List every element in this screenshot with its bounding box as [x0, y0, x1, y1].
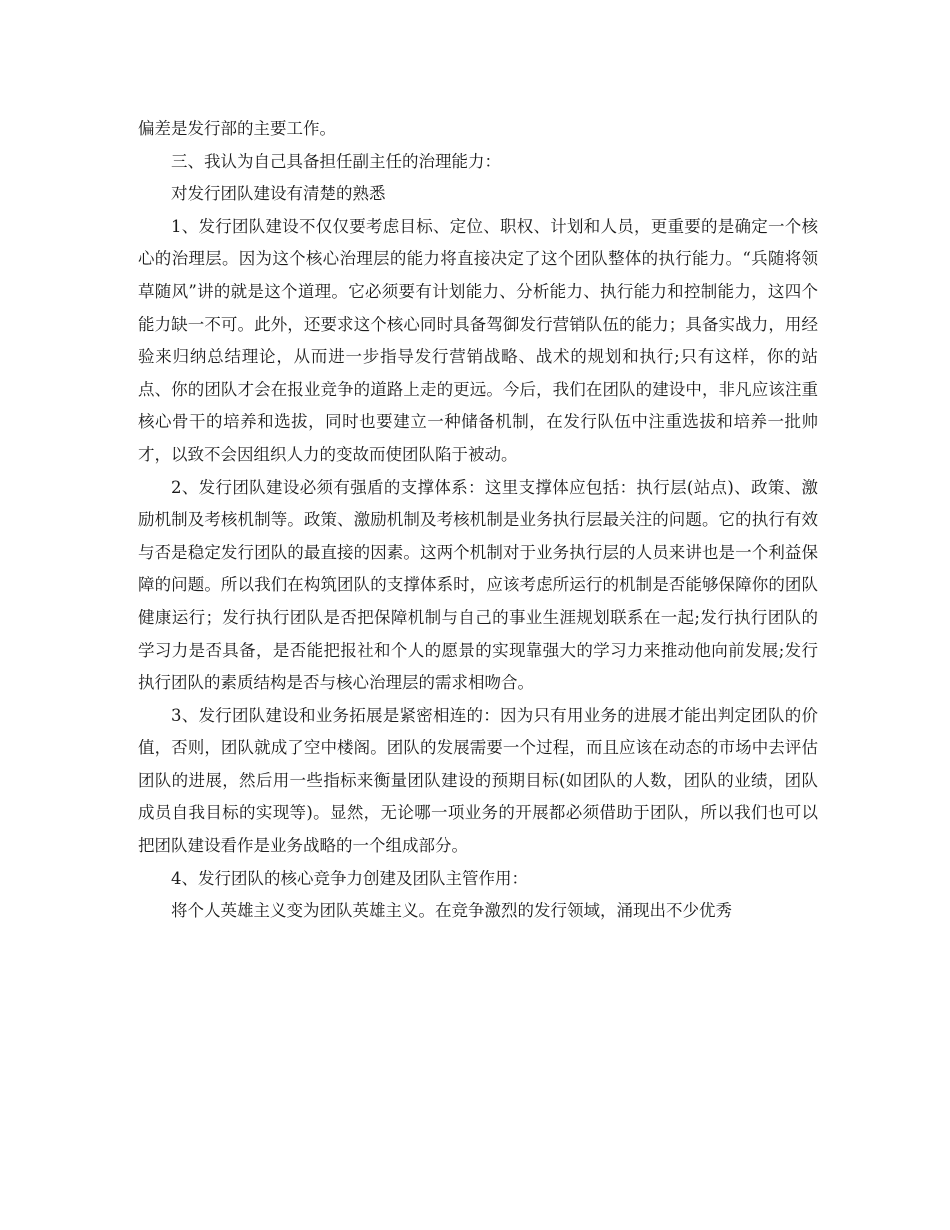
paragraph-point-1: 1、发行团队建设不仅仅要考虑目标、定位、职权、计划和人员，更重要的是确定一个核心的治理层。因为这个核心治理层的能力将直接决定了这个团队整体的执行能力。“兵随将领草随风”讲的就是这个道理。它必须要有计划能力、分析能力、执行能力和控制能力，这四个能力缺一不可。此外，还要求这个核心同时具备驾御发行营销队伍的能力；具备实战力，用经验来归纳总结理论，从而进一步指导发行营销战略、战术的规划和执行;只有这样，你的站点、你的团队才会在报业竞争的道路上走的更远。今后，我们在团队的建设中，非凡应该注重核心骨干的培养和选拔，同时也要建立一种储备机制，在发行队伍中注重选拔和培养一批帅才，以致不会因组织人力的变故而使团队陷于被动。 [138, 216, 818, 464]
section-heading-management-ability: 三、我认为自己具备担任副主任的治理能力： [171, 151, 501, 171]
paragraph-hero-team: 将个人英雄主义变为团队英雄主义。在竞争激烈的发行领域，涌现出不少优秀 [171, 901, 732, 921]
paragraph-continuation: 偏差是发行部的主要工作。 [138, 119, 336, 138]
paragraph-point-3: 3、发行团队建设和业务拓展是紧密相连的：因为只有用业务的进展才能出判定团队的价值，否则，团队就成了空中楼阁。团队的发展需要一个过程，而且应该在动态的市场中去评估团队的进展，然后用一些指标来衡量团队建设的预期目标(如团队的人数，团队的业绩，团队成员自我目标的实现等)。显然，无论哪一项业务的开展都必须借助于团队，所以我们也可以把团队建设看作是业务战略的一个组成部分。 [138, 705, 818, 856]
paragraph-point-2: 2、发行团队建设必须有强盾的支撑体系：这里支撑体应包括：执行层(站点)、政策、激励机制及考核机制等。政策、激励机制及考核机制是业务执行层最关注的问题。它的执行有效与否是稳定发行团队的最直接的因素。这两个机制对于业务执行层的人员来讲也是一个利益保障的问题。所以我们在构筑团队的支撑体系时，应该考虑所运行的机制是否能够保障你的团队健康运行；发行执行团队是否把保障机制与自己的事业生涯规划联系在一起;发行执行团队的学习力是否具备，是否能把报社和个人的愿景的实现靠强大的学习力来推动他向前发展;发行执行团队的素质结构是否与核心治理层的需求相吻合。 [138, 477, 818, 693]
subheading-team-building: 对发行团队建设有清楚的熟悉 [171, 184, 386, 204]
paragraph-point-4-heading: 4、发行团队的核心竞争力创建及团队主管作用： [171, 868, 528, 888]
document-body [138, 113, 818, 928]
